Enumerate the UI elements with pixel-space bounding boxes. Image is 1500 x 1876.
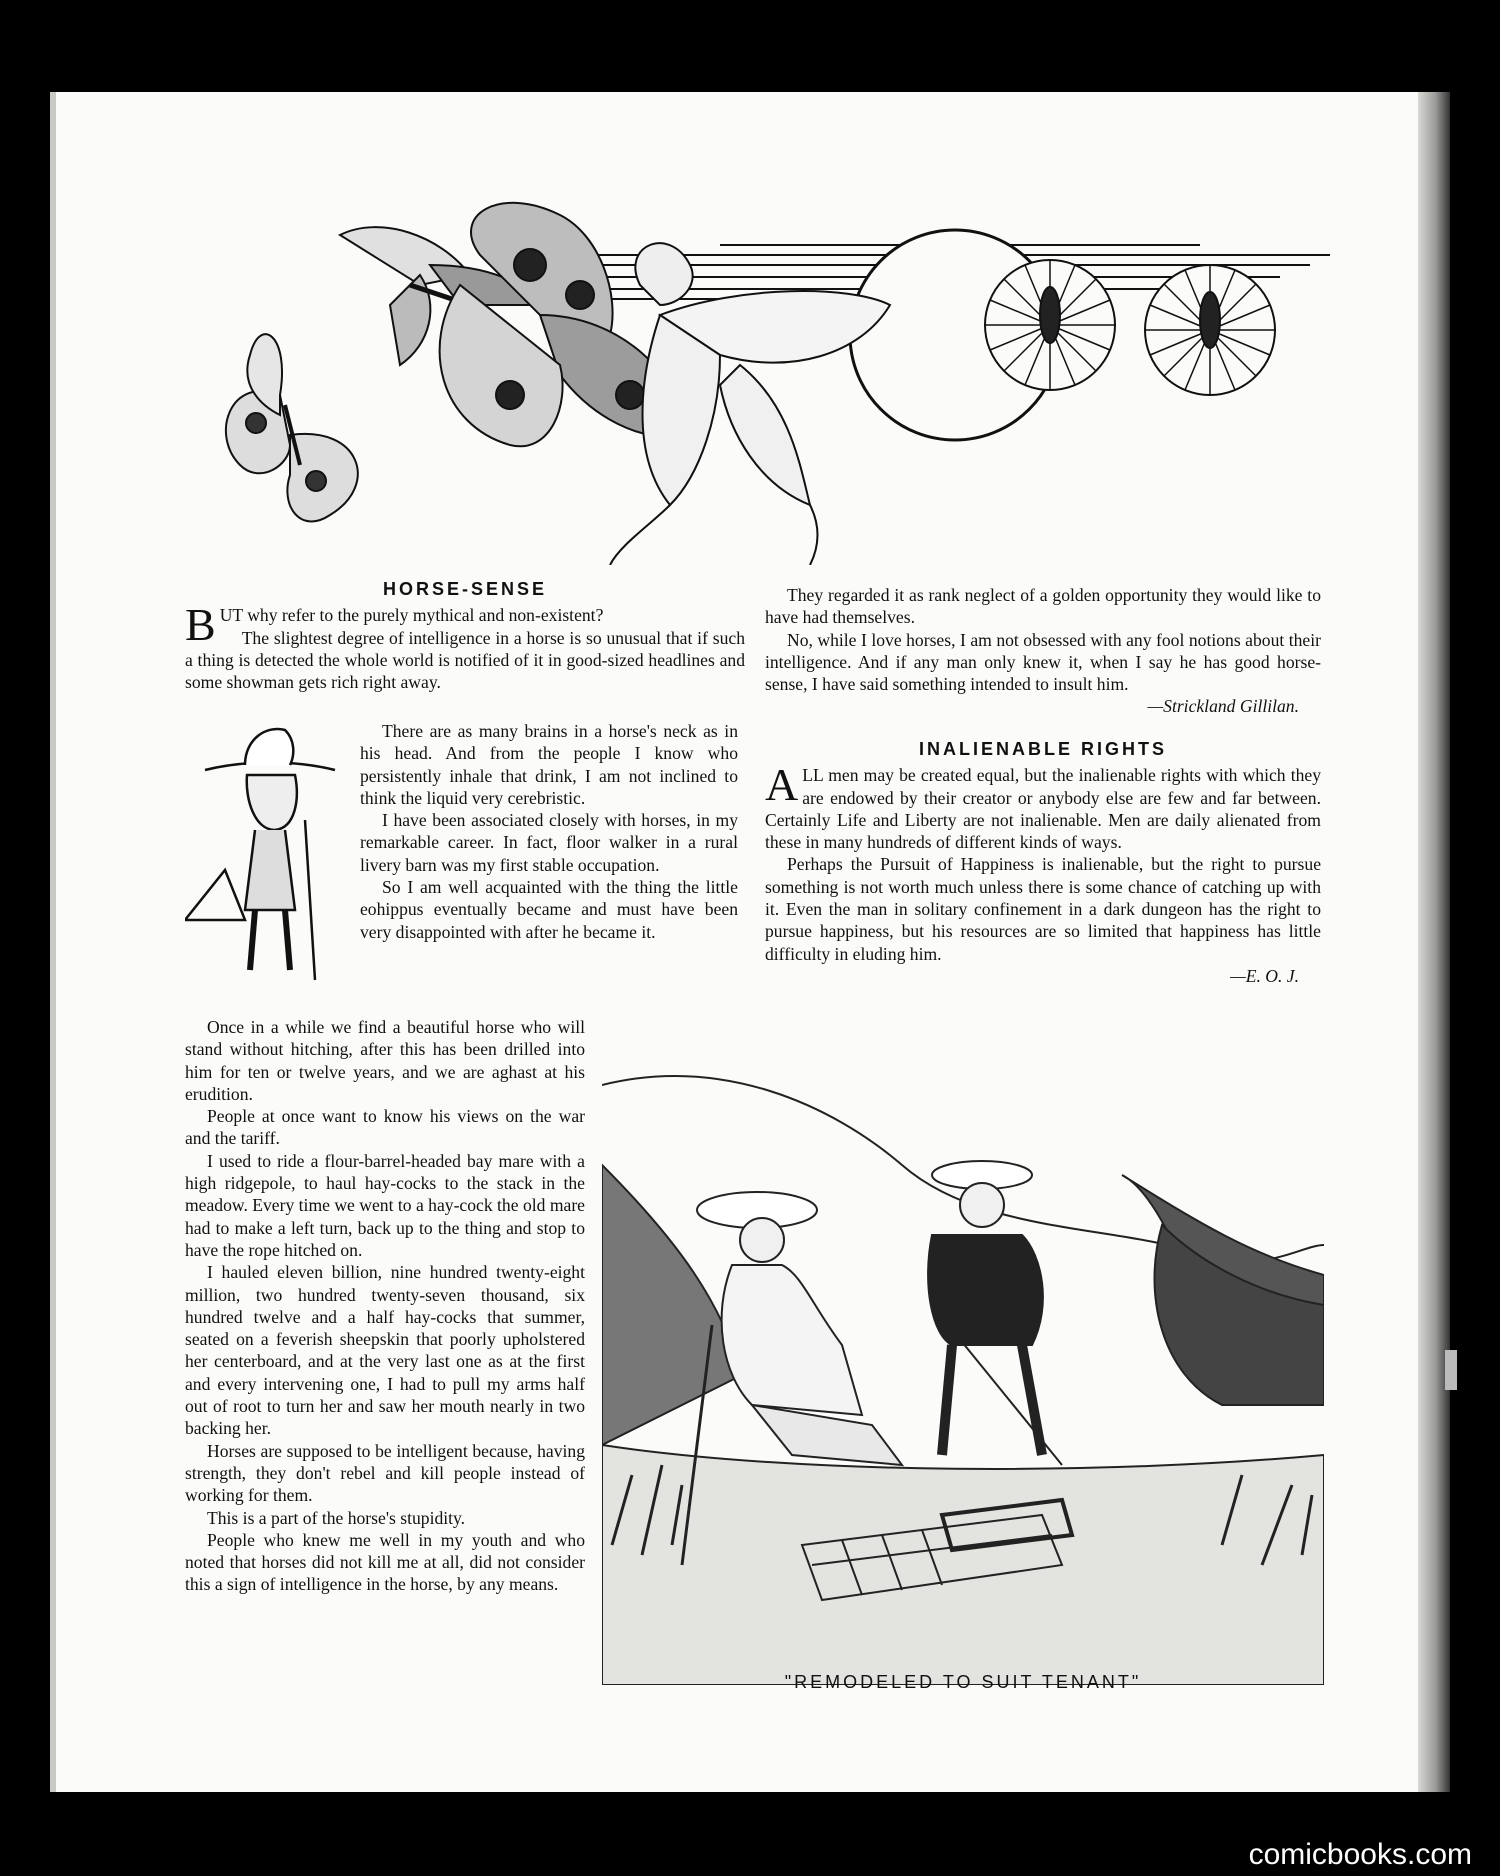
moth-small-left [226,334,358,521]
article-horse-sense-col2 [765,584,1321,718]
paragraph: The slightest degree of intelligence in a horse is so unusual that if such a thing is detected the whole world is notified of it in good-sized headlines and some showman gets rich right away. [185,627,745,693]
paragraph: So I am well acquainted with the thing the little eohippus eventually became and must have been very disappointed with after he became it. [360,877,738,942]
moths-header-illustration [200,195,1330,565]
couple-on-dunes-illustration [602,1045,1324,1685]
paragraph: No, while I love horses, I am not obsessed with any fool notions about their intelligence. And if any man only knew it, when I say he has good horse-sense, I have said something intended to insult him. [765,629,1321,695]
page-gutter-shadow [1418,92,1450,1792]
page-edge [50,92,56,1792]
paragraph: They regarded it as rank neglect of a golden opportunity they would like to have had themselves. [765,585,1321,628]
drop-cap: B [185,599,216,651]
author-signature: —Strickland Gillilan. [1147,696,1299,717]
article-title: HORSE-SENSE [382,579,548,599]
illustration-caption: "REMODELED TO SUIT TENANT" [784,1672,1142,1692]
article-title: INALIENABLE RIGHTS [918,739,1167,759]
paragraph: This is a part of the horse's stupidity. [207,1507,466,1528]
paragraph: There are as many brains in a horse's neck as in his head. And from the people I know who persistently inhale that drink, I am not inclined to think the liquid very cerebristic. [360,721,738,808]
page-tab-mark [1445,1350,1457,1390]
drop-cap: A [765,759,799,811]
article-horse-sense-col1 [185,578,745,693]
paragraph: People at once want to know his views on the war and the tariff. [185,1106,585,1149]
paragraph: I have been associated closely with horses, in my remarkable career. In fact, floor walker in a rural livery barn was my first stable occupation. [360,810,738,875]
watermark: comicbooks.com [1248,1838,1472,1871]
flower-with-fly-right [1145,265,1275,395]
paragraph: Horses are supposed to be intelligent because, having strength, they don't rebel and kill people instead of working for them. [185,1440,585,1506]
paragraph: A LL men may be created equal, but the inalienable rights with which they are endowed by their creator or anybody else are few and far between. Certainly Life and Liberty are not inalienable. Men are daily alienated from these in many hundreds of different kinds of ways. [765,759,1321,853]
author-signature: —E. O. J. [1230,965,1299,986]
paragraph: B UT why refer to the purely mythical and non-existent? [185,599,604,651]
paragraph: Once in a while we find a beautiful horse who will stand without hitching, after this has been drilled into him for ten or twelve years, and we are aghast at his erudition. [185,1017,585,1104]
article-inalienable-rights [765,738,1321,987]
moth-luna [610,243,890,565]
cartoon-man-with-hat [185,720,355,1000]
paragraph: Perhaps the Pursuit of Happiness is inalienable, but the right to pursue something is not worth much unless there is some chance of catching up with it. Even the man in solitary confinement in a dark dungeon has the right to pursue happiness, but his resources are so limited that happiness has little difficulty in eluding him. [765,854,1321,964]
article-horse-sense-col1-lower [185,1016,585,1596]
article-horse-sense-col1-wrap [360,720,738,943]
paragraph: I used to ride a flour-barrel-headed bay mare with a high ridgepole, to haul hay-cocks to the stack in the meadow. Every time we went to a hay-cock the old mare had to make a left turn, back up to the thing and stop to have the rope hitched on. [185,1150,585,1260]
flower-with-fly-left [985,260,1115,390]
paragraph: I hauled eleven billion, nine hundred twenty-eight million, two hundred twenty-seven thousand, six hundred twelve and a half hay-cocks that summer, seated on a feverish sheepskin that poorly upholstered her centerboard, and at the very last one as at the first and every intervening one, I had to pull my arms half out of root to turn her and saw her mouth nearly in two backing her. [185,1262,585,1439]
paragraph: People who knew me well in my youth and who noted that horses did not kill me at all, did not consider this a sign of intelligence in the horse, by any means. [185,1529,585,1595]
